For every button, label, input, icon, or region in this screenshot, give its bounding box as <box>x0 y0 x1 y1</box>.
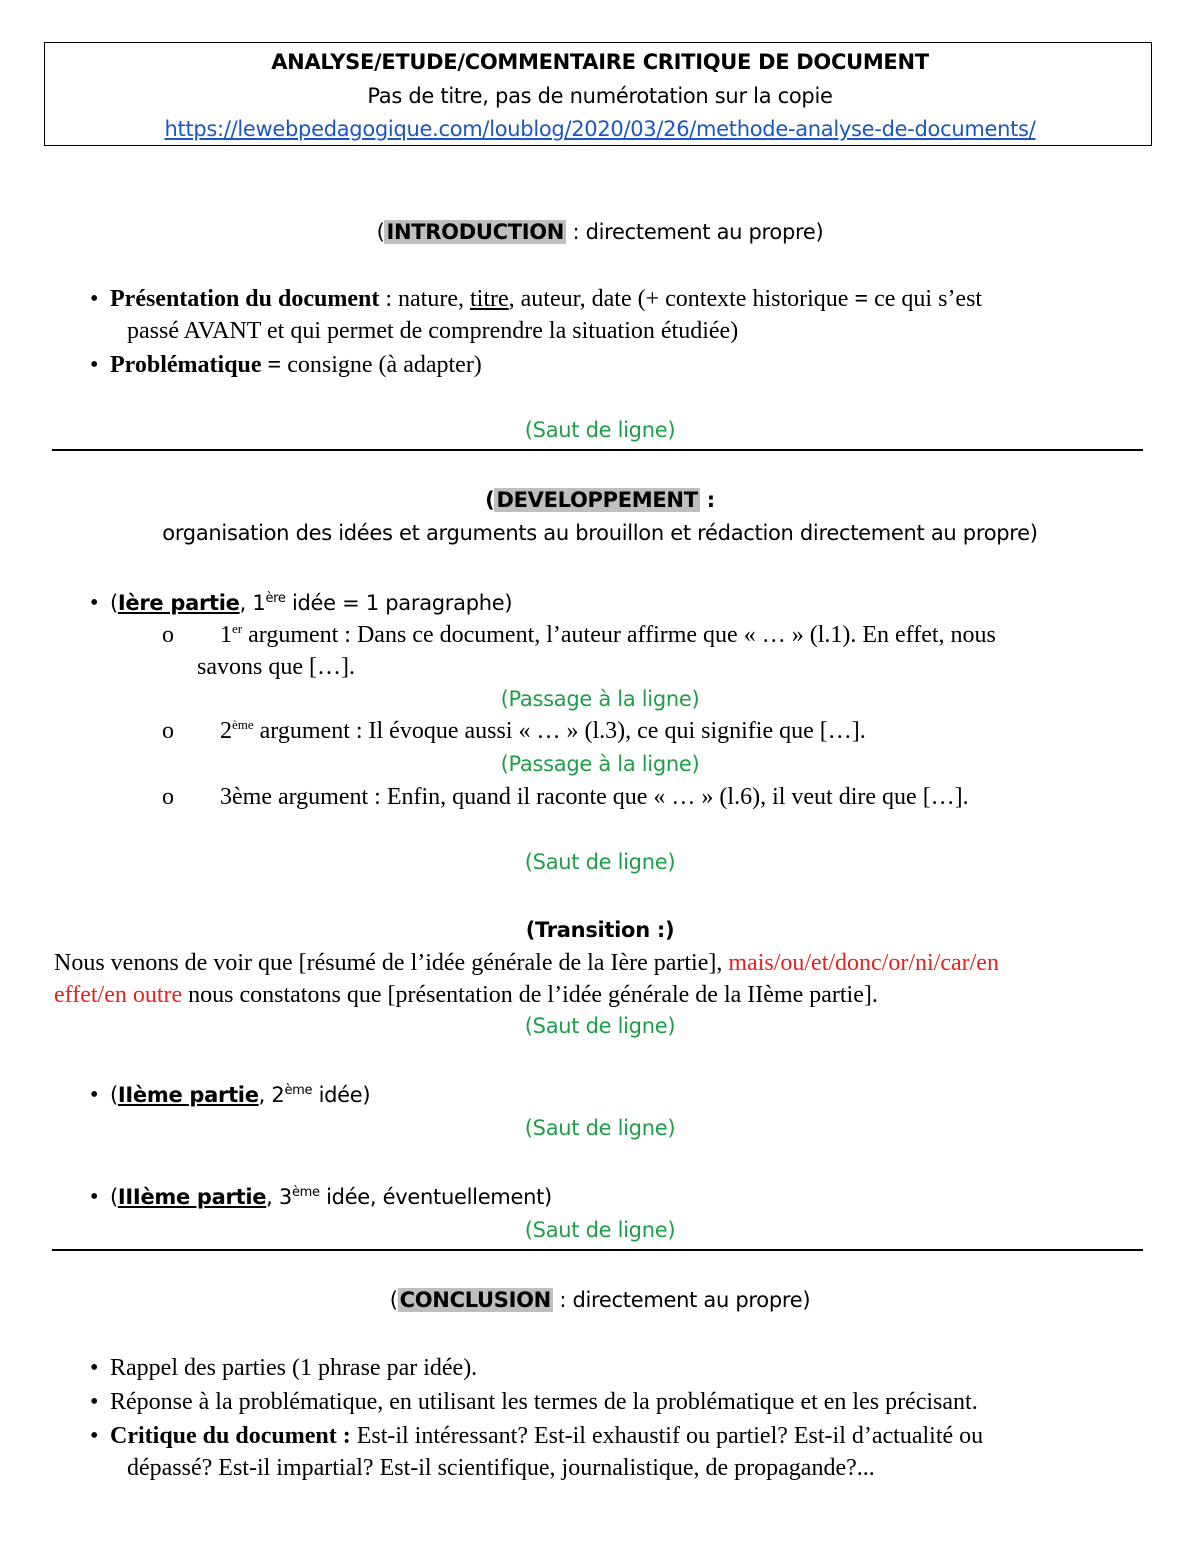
transition-text-line2: effet/en outre nous constatons que [présentation de l’idée générale de la IIème partie]. <box>54 982 878 1008</box>
saut-de-ligne: (Saut de ligne) <box>524 418 676 442</box>
intro-bullet-problematique: Problématique = consigne (à adapter) <box>110 352 482 378</box>
passage-a-la-ligne: (Passage à la ligne) <box>500 752 700 776</box>
bullet-icon: • <box>90 352 99 378</box>
bullet-icon: • <box>90 1355 99 1381</box>
saut-de-ligne: (Saut de ligne) <box>524 1014 676 1038</box>
document-title: ANALYSE/ETUDE/COMMENTAIRE CRITIQUE DE DOCUMENT <box>271 50 929 74</box>
dev-part3-heading: (IIIème partie, 3ème idée, éventuellement) <box>110 1185 552 1209</box>
transition-text: Nous venons de voir que [résumé de l’idée générale de la Ière partie], mais/ou/et/donc/or/ni/car/en <box>54 950 999 976</box>
transition-title: (Transition :) <box>525 918 675 942</box>
intro-label: INTRODUCTION <box>386 220 565 244</box>
dev-part2-heading: (IIème partie, 2ème idée) <box>110 1083 371 1107</box>
conclusion-bullet-reponse: Réponse à la problématique, en utilisant les termes de la problématique et en les précisant. <box>110 1389 978 1415</box>
bullet-icon: • <box>90 1389 99 1415</box>
intro-bullet-presentation-line2: passé AVANT et qui permet de comprendre la situation étudiée) <box>127 318 739 344</box>
document-subtitle: Pas de titre, pas de numérotation sur la copie <box>367 84 833 108</box>
conclusion-label: CONCLUSION <box>399 1288 551 1312</box>
dev-heading: (DEVELOPPEMENT : <box>485 488 715 512</box>
passage-a-la-ligne: (Passage à la ligne) <box>500 687 700 711</box>
section-divider <box>52 1249 1143 1251</box>
dev-label: DEVELOPPEMENT <box>496 488 698 512</box>
method-link[interactable]: https://lewebpedagogique.com/loublog/2020/03/26/methode-analyse-de-documents/ <box>164 117 1036 141</box>
dev-part1-heading: (Ière partie, 1ère idée = 1 paragraphe) <box>110 591 513 615</box>
sub-bullet-icon: o <box>162 718 174 744</box>
conclusion-bullet-critique: Critique du document : Est-il intéressant? Est-il exhaustif ou partiel? Est-il d’actualité ou <box>110 1423 984 1449</box>
bullet-icon: • <box>90 1423 99 1449</box>
section-divider <box>52 449 1143 451</box>
sub-bullet-icon: o <box>162 622 174 648</box>
saut-de-ligne: (Saut de ligne) <box>524 850 676 874</box>
bullet-icon: • <box>90 286 99 312</box>
conclusion-bullet-rappel: Rappel des parties (1 phrase par idée). <box>110 1355 478 1381</box>
intro-bullet-presentation: Présentation du document : nature, titre, auteur, date (+ contexte historique = ce qui s’est <box>110 286 983 312</box>
conclusion-bullet-critique-line2: dépassé? Est-il impartial? Est-il scientifique, journalistique, de propagande?... <box>127 1455 875 1481</box>
bullet-icon: • <box>90 1082 99 1108</box>
dev-argument-1-line2: savons que […]. <box>197 654 355 680</box>
dev-subheading: organisation des idées et arguments au brouillon et rédaction directement au propre) <box>162 521 1038 545</box>
bullet-icon: • <box>90 590 99 616</box>
intro-heading: (INTRODUCTION : directement au propre) <box>376 220 824 244</box>
conclusion-heading: (CONCLUSION : directement au propre) <box>389 1288 811 1312</box>
bullet-icon: • <box>90 1184 99 1210</box>
dev-argument-3: 3ème argument : Enfin, quand il raconte que « … » (l.6), il veut dire que […]. <box>220 784 969 810</box>
dev-argument-2: 2ème argument : Il évoque aussi « … » (l.3), ce qui signifie que […]. <box>220 717 866 744</box>
sub-bullet-icon: o <box>162 784 174 810</box>
saut-de-ligne: (Saut de ligne) <box>524 1116 676 1140</box>
method-link-row <box>0 117 1200 141</box>
saut-de-ligne: (Saut de ligne) <box>524 1218 676 1242</box>
dev-argument-1: 1er argument : Dans ce document, l’auteur affirme que « … » (l.1). En effet, nous <box>220 621 996 648</box>
